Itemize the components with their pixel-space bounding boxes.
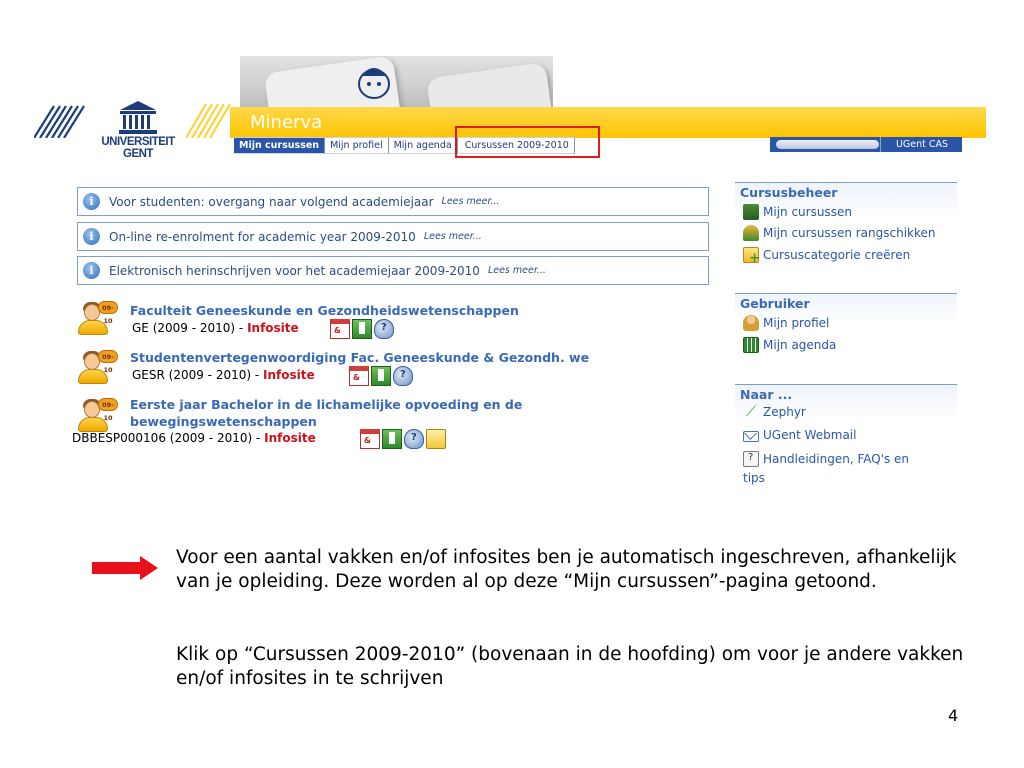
sidebar-item-label: Cursuscategorie creëren [763, 248, 911, 262]
profile-icon [743, 315, 759, 331]
ugent-wordmark [92, 136, 184, 160]
search-input[interactable] [776, 140, 879, 149]
panel-naar [735, 384, 957, 485]
calendar-icon [743, 337, 759, 353]
documents-icon[interactable] [352, 319, 372, 339]
announcement-text: On-line re-enrolment for academic year 2009-2010 [109, 229, 416, 244]
mascot-icon [352, 60, 396, 102]
course-tools [349, 366, 415, 386]
slide-paragraph-2: Klik op “Cursussen 2009-2010” (bovenaan in de hoofding) om voor je andere vakken en/of infosites in te schrijven [176, 644, 964, 689]
announcement-text: Voor studenten: overgang naar volgend academiejaar [109, 194, 434, 209]
year-badge: 09-10 [98, 350, 118, 363]
sidebar-item-label: UGent Webmail [763, 428, 857, 442]
course-tools [330, 319, 396, 339]
course-code [132, 368, 315, 382]
course-code-text: DBBESP000106 (2009 - 2010) - [72, 431, 265, 445]
panel-gebruiker [735, 293, 957, 377]
course-tools [360, 429, 448, 449]
keyboard-key-graphic [426, 62, 553, 108]
read-more-link[interactable]: Lees meer... [441, 196, 500, 207]
student-avatar-icon [76, 350, 112, 386]
course-item [72, 297, 712, 343]
help-icon[interactable]: ? [393, 366, 413, 386]
ugent-logo-temple-icon [116, 100, 160, 136]
student-avatar-icon [76, 301, 112, 337]
course-title-link[interactable]: Faculteit Geneeskunde en Gezondheidswetenschappen [130, 303, 519, 318]
page-number: 4 [948, 706, 959, 725]
course-title-link[interactable]: Eerste jaar Bachelor in de lichamelijke opvoeding en de [130, 397, 523, 412]
mail-icon [743, 431, 759, 442]
infosite-link[interactable]: Infosite [263, 368, 315, 382]
tab-mijn-profiel[interactable]: Mijn profiel [325, 137, 389, 154]
agenda-icon[interactable]: & [330, 319, 350, 339]
year-badge: 09-10 [98, 301, 118, 314]
help-book-icon [743, 451, 759, 467]
sidebar-item-mijn-agenda[interactable] [743, 337, 836, 353]
documents-icon[interactable] [371, 366, 391, 386]
info-icon: i [83, 262, 100, 279]
sidebar-item-mijn-cursussen[interactable] [743, 204, 852, 220]
ugent-wordmark-line1: UNIVERSITEIT [101, 136, 175, 148]
help-icon[interactable]: ? [404, 429, 424, 449]
panel-title: Gebruiker [740, 296, 810, 311]
infosite-link[interactable]: Infosite [264, 431, 316, 445]
sidebar-item-handleidingen-cont[interactable] [743, 471, 765, 485]
course-code-text: GESR (2009 - 2010) - [132, 368, 264, 382]
read-more-link[interactable]: Lees meer... [423, 231, 482, 242]
year-badge: 09-10 [98, 398, 118, 411]
header-banner-image [240, 56, 553, 108]
course-item [72, 394, 712, 456]
sidebar-item-label: Mijn profiel [763, 316, 830, 330]
sidebar-item-label: Handleidingen, FAQ's en [763, 452, 910, 466]
zephyr-icon: ⟋ [746, 404, 756, 420]
announcement-item[interactable] [77, 187, 709, 216]
sort-courses-icon [743, 225, 759, 241]
course-code-text: GE (2009 - 2010) - [132, 321, 248, 335]
documents-icon[interactable] [382, 429, 402, 449]
highlight-annotation-box [455, 126, 600, 158]
tab-cursussen-2009-2010[interactable]: Cursussen 2009-2010 [460, 137, 575, 154]
folder-icon[interactable] [426, 429, 446, 449]
sidebar-item-label: tips [743, 471, 765, 485]
student-avatar-icon [76, 398, 112, 434]
add-category-icon [743, 247, 759, 263]
announcement-text: Elektronisch herinschrijven voor het academiejaar 2009-2010 [109, 263, 480, 278]
sidebar-item-label: Mijn cursussen [763, 205, 852, 219]
app-title: Minerva [250, 112, 323, 133]
sidebar-item-rangschikken[interactable] [743, 225, 936, 241]
sidebar-item-label: Zephyr [763, 405, 806, 419]
course-item [72, 346, 712, 392]
sidebar-item-label: Mijn cursussen rangschikken [763, 226, 936, 240]
cas-logout-button[interactable]: UGent CAS logout [880, 137, 963, 152]
sidebar-item-mijn-profiel[interactable] [743, 315, 829, 331]
header-yellow-bar [230, 107, 986, 138]
sidebar-item-webmail[interactable] [743, 428, 856, 442]
courses-icon [743, 204, 759, 220]
red-arrow-icon [92, 556, 158, 580]
course-title-link[interactable]: Studentenvertegenwoordiging Fac. Geneeskunde & Gezondh. we [130, 350, 590, 365]
sidebar-item-categorie-creeren[interactable] [743, 247, 910, 263]
course-title-link-line2[interactable]: bewegingswetenschappen [130, 414, 317, 429]
info-icon: i [83, 228, 100, 245]
ugent-wordmark-line2: GENT [123, 148, 153, 160]
panel-cursusbeheer [735, 182, 957, 286]
help-icon[interactable]: ? [374, 319, 394, 339]
sidebar-item-zephyr[interactable] [743, 404, 806, 420]
announcement-item[interactable] [77, 222, 709, 251]
yellow-lines-decoration-icon [186, 104, 236, 138]
announcement-item[interactable] [77, 256, 709, 285]
course-code [132, 321, 299, 335]
slide-paragraph-1: Voor een aantal vakken en/of infosites ben je automatisch ingeschreven, afhankelijk van je opleiding. Deze worden al op deze “Mijn cursussen”-pagina getoond. [176, 547, 957, 592]
infosite-link[interactable]: Infosite [247, 321, 299, 335]
sidebar-item-handleidingen[interactable] [743, 451, 909, 467]
ugent-logo-lines-icon [34, 104, 94, 138]
agenda-icon[interactable]: & [349, 366, 369, 386]
course-code [72, 431, 316, 445]
tab-mijn-agenda[interactable]: Mijn agenda [389, 137, 458, 154]
sidebar-item-label: Mijn agenda [763, 338, 837, 352]
panel-title: Naar ... [740, 387, 793, 402]
info-icon: i [83, 193, 100, 210]
agenda-icon[interactable]: & [360, 429, 380, 449]
panel-title: Cursusbeheer [740, 185, 838, 200]
read-more-link[interactable]: Lees meer... [487, 265, 546, 276]
tab-mijn-cursussen[interactable]: Mijn cursussen [234, 137, 325, 154]
